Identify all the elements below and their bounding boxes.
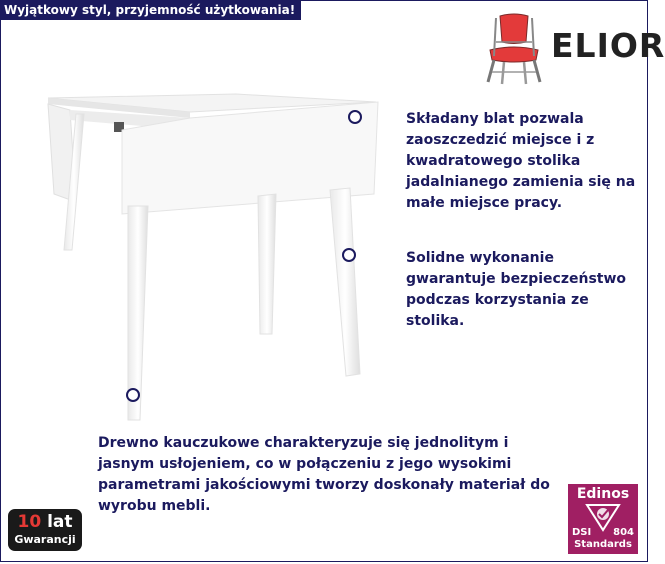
certificate-label: Standards bbox=[574, 539, 632, 550]
brand-name: ELIOR bbox=[551, 26, 665, 65]
edinos-certificate-badge bbox=[568, 484, 638, 554]
warranty-years bbox=[8, 511, 82, 533]
feature-marker-2 bbox=[342, 248, 356, 262]
feature-text-rubber-wood: Drewno kauczukowe charakteryzuje się jednolitym i jasnym usłojeniem, co w połączeniu z jego wysokimi parametrami jakościowymi tworzy doskonały materiał do wyrobu mebli. bbox=[98, 435, 550, 514]
warranty-unit: lat bbox=[47, 512, 73, 532]
feature-marker-3 bbox=[126, 388, 140, 402]
feature-text-folding-top: Składany blat pozwala zaoszczedzić miejsce i z kwadratowego stolika jadalnianego zamienia się na małe miejsce pracy. bbox=[406, 111, 636, 211]
folding-table-image bbox=[40, 90, 390, 420]
warranty-number: 10 bbox=[17, 512, 42, 532]
certificate-code-left: DSI bbox=[572, 527, 592, 538]
certificate-code-right: 804 bbox=[613, 527, 634, 538]
slogan-banner: Wyjątkowy styl, przyjemność użytkowania! bbox=[0, 0, 301, 20]
warranty-label: Gwarancji bbox=[14, 533, 76, 546]
certificate-brand: Edinos bbox=[576, 486, 630, 502]
feature-text-solid-build: Solidne wykonanie gwarantuje bezpieczeństwo podczas korzystania ze stolika. bbox=[406, 250, 627, 329]
feature-marker-1 bbox=[348, 110, 362, 124]
warranty-badge bbox=[8, 509, 82, 551]
